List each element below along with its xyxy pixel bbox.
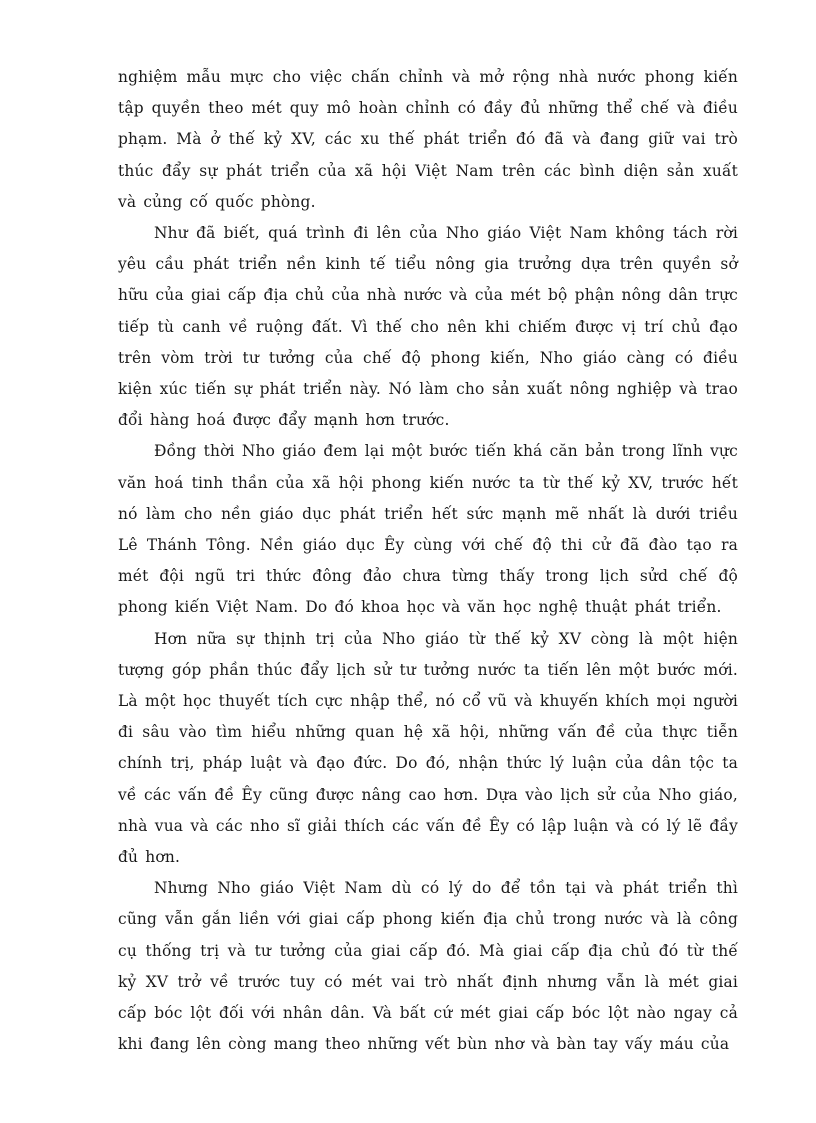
body-text	[118, 62, 738, 1061]
paragraph-3: Đồng thời Nho giáo đem lại một bước tiến khá căn bản trong lĩnh vực văn hoá tinh thần của xã hội phong kiến nước ta từ thế kỷ XV, trước hết nó làm cho nền giáo dục phát triển hết sức mạnh mẽ nhất là dưới triều Lê Thánh Tông. Nền giáo dục Êy cùng với chế độ thi cử đã đào tạo ra mét đội ngũ tri thức đông đảo chưa từng thấy trong lịch sửd chế độ phong kiến Việt Nam. Do đó khoa học và văn học nghệ thuật phát triển.	[118, 442, 738, 617]
paragraph-4: Hơn nữa sự thịnh trị của Nho giáo từ thế kỷ XV còng là một hiện tượng góp phần thúc đẩy lịch sử tư tưởng nước ta tiến lên một bước mới. Là một học thuyết tích cực nhập thể, nó cổ vũ và khuyến khích mọi người đi sâu vào tìm hiểu những quan hệ xã hội, những vấn đề của thực tiễn chính trị, pháp luật và đạo đức. Do đó, nhận thức lý luận của dân tộc ta về các vấn đề Êy cũng được nâng cao hơn. Dựa vào lịch sử của Nho giáo, nhà vua và các nho sĩ giải thích các vấn đề Êy có lập luận và có lý lẽ đầy đủ hơn.	[118, 629, 738, 867]
paragraph-2: Như đã biết, quá trình đi lên của Nho giáo Việt Nam không tách rời yêu cầu phát triển nền kinh tế tiểu nông gia trưởng dựa trên quyền sở hữu của giai cấp địa chủ của nhà nước và của mét bộ phận nông dân trực tiếp tù canh về ruộng đất. Vì thế cho nên khi chiếm được vị trí chủ đạo trên vòm trời tư tưởng của chế độ phong kiến, Nho giáo càng có điều kiện xúc tiến sự phát triển này. Nó làm cho sản xuất nông nghiệp và trao đổi hàng hoá được đẩy mạnh hơn trước.	[118, 224, 738, 430]
paragraph-1: nghiệm mẫu mực cho việc chấn chỉnh và mở rộng nhà nước phong kiến tập quyền theo mét quy mô hoàn chỉnh có đầy đủ những thể chế và điều phạm. Mà ở thế kỷ XV, các xu thế phát triển đó đã và đang giữ vai trò thúc đẩy sự phát triển của xã hội Việt Nam trên các bình diện sản xuất và củng cố quốc phòng.	[118, 68, 738, 211]
paragraph-5: Nhưng Nho giáo Việt Nam dù có lý do để tồn tại và phát triển thì cũng vẫn gắn liền với giai cấp phong kiến địa chủ trong nước và là công cụ thống trị và tư tưởng của giai cấp đó. Mà giai cấp địa chủ đó từ thế kỷ XV trở về trước tuy có mét vai trò nhất định nhưng vẫn là mét giai cấp bóc lột đối với nhân dân. Và bất cứ mét giai cấp bóc lột nào ngay cả khi đang lên còng mang theo những vết bùn nhơ và bàn tay vấy máu của	[118, 879, 738, 1054]
